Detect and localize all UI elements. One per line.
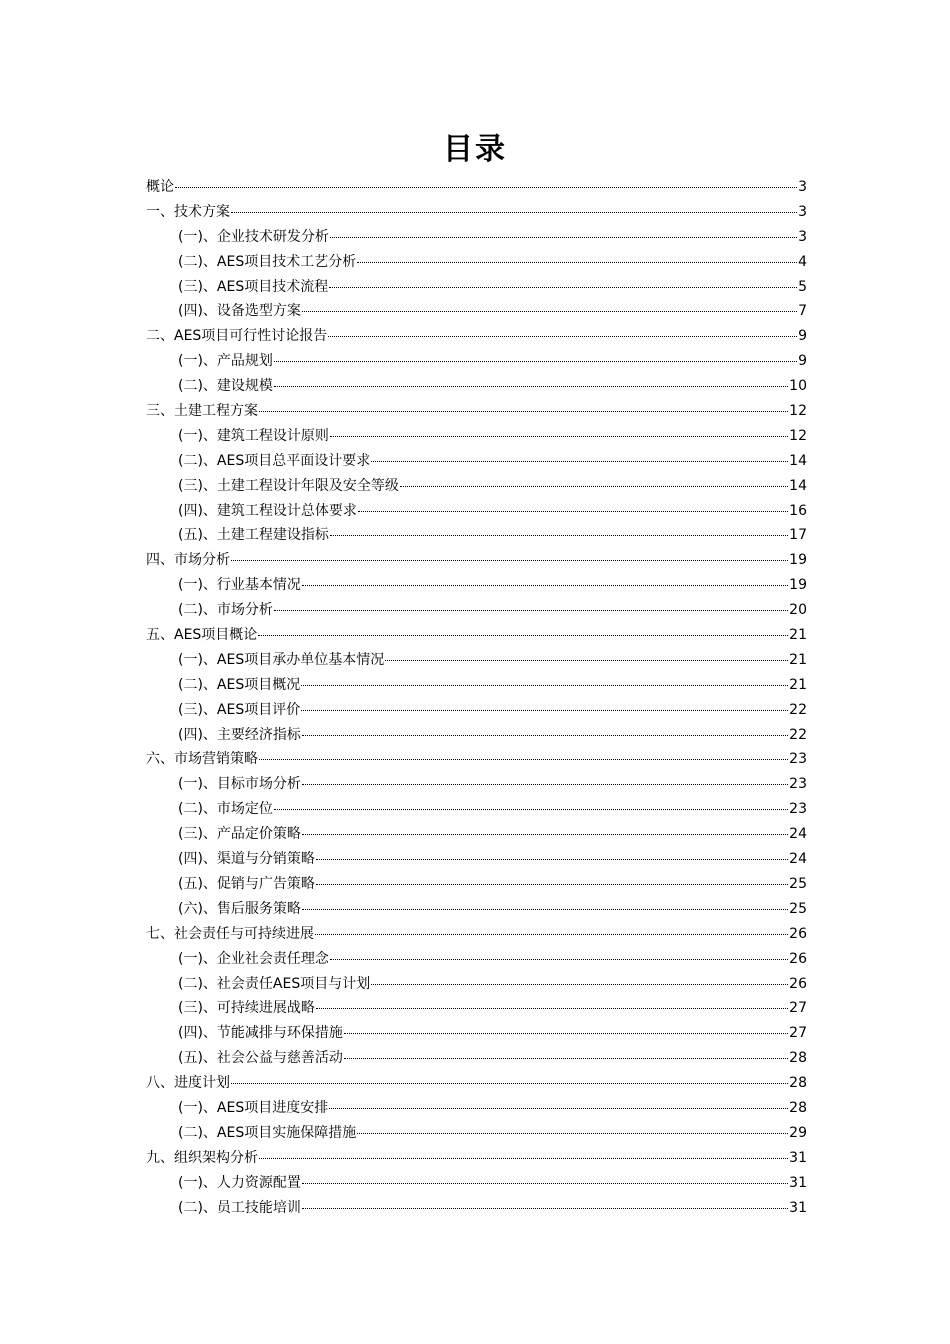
toc-entry-page-number: 26 [789, 950, 807, 967]
toc-entry-page-number: 3 [798, 179, 807, 195]
toc-entry-chapter[interactable] [146, 1146, 807, 1171]
toc-dot-leader [231, 1083, 788, 1084]
toc-entry-section[interactable] [146, 1196, 807, 1221]
toc-entry-section[interactable] [146, 499, 807, 524]
toc-entry-label: (一)、行业基本情况 [178, 577, 301, 594]
toc-dot-leader [302, 585, 788, 586]
toc-entry-page-number: 25 [789, 875, 807, 892]
toc-entry-page-number: 19 [789, 552, 807, 569]
toc-entry-page-number: 14 [789, 477, 807, 494]
toc-entry-page-number: 12 [789, 403, 807, 420]
toc-entry-page-number: 26 [789, 975, 807, 992]
toc-entry-page-number: 31 [789, 1199, 807, 1216]
toc-entry-page-number: 29 [789, 1124, 807, 1141]
toc-entry-label: 四、市场分析 [146, 552, 230, 569]
toc-entry-page-number: 19 [789, 577, 807, 594]
toc-entry-page-number: 21 [789, 651, 807, 668]
toc-entry-label: 八、进度计划 [146, 1075, 230, 1092]
toc-entry-label: (二)、建设规模 [178, 378, 273, 395]
toc-entry-chapter[interactable] [146, 324, 807, 349]
toc-dot-leader [302, 834, 788, 835]
toc-entry-section[interactable] [146, 449, 807, 474]
toc-entry-chapter[interactable] [146, 623, 807, 648]
toc-entry-section[interactable] [146, 847, 807, 872]
toc-entry-label: (三)、AES项目技术流程 [178, 278, 329, 295]
toc-entry-section[interactable] [146, 374, 807, 399]
toc-dot-leader [330, 959, 788, 960]
toc-entry-label: (三)、可持续进展战略 [178, 1000, 315, 1017]
toc-entry-page-number: 12 [789, 427, 807, 444]
toc-dot-leader [400, 486, 788, 487]
toc-dot-leader [315, 934, 788, 935]
toc-entry-label: (三)、产品定价策略 [178, 826, 301, 843]
toc-entry-page-number: 3 [798, 228, 807, 245]
toc-entry-chapter[interactable] [146, 175, 807, 200]
toc-entry-section[interactable] [146, 972, 807, 997]
toc-entry-page-number: 14 [789, 452, 807, 469]
toc-entry-label: (二)、员工技能培训 [178, 1199, 301, 1216]
toc-entry-page-number: 7 [798, 303, 807, 320]
toc-entry-page-number: 17 [789, 527, 807, 544]
toc-entry-label: (一)、企业社会责任理念 [178, 950, 329, 967]
toc-dot-leader [258, 635, 788, 636]
toc-entry-page-number: 9 [798, 328, 807, 345]
toc-dot-leader [274, 610, 788, 611]
toc-entry-page-number: 25 [789, 900, 807, 917]
toc-entry-label: 三、土建工程方案 [146, 403, 258, 420]
toc-entry-chapter[interactable] [146, 548, 807, 573]
toc-entry-section[interactable] [146, 275, 807, 300]
toc-entry-section[interactable] [146, 474, 807, 499]
toc-entry-section[interactable] [146, 1046, 807, 1071]
toc-dot-leader [330, 436, 788, 437]
toc-dot-leader [316, 1008, 788, 1009]
toc-dot-leader [330, 237, 797, 238]
toc-dot-leader [328, 336, 797, 337]
toc-entry-section[interactable] [146, 872, 807, 897]
toc-entry-page-number: 31 [789, 1149, 807, 1166]
toc-entry-page-number: 3 [798, 203, 807, 220]
toc-dot-leader [302, 784, 788, 785]
toc-entry-section[interactable] [146, 1121, 807, 1146]
toc-entry-page-number: 20 [789, 602, 807, 619]
toc-title: 目录 [443, 132, 507, 167]
toc-entry-section[interactable] [146, 947, 807, 972]
toc-entry-label: (三)、AES项目评价 [178, 701, 301, 718]
toc-entry-label: 六、市场营销策略 [146, 751, 258, 768]
toc-dot-leader [259, 759, 788, 760]
toc-dot-leader [274, 386, 788, 387]
toc-entry-page-number: 21 [789, 627, 807, 644]
toc-entry-chapter[interactable] [146, 399, 807, 424]
toc-entry-label: (三)、土建工程设计年限及安全等级 [178, 477, 399, 494]
toc-entry-section[interactable] [146, 573, 807, 598]
toc-entry-page-number: 28 [789, 1099, 807, 1116]
toc-entry-page-number: 10 [789, 378, 807, 395]
toc-entry-page-number: 24 [789, 826, 807, 843]
toc-entry-page-number: 22 [789, 701, 807, 718]
toc-dot-leader [371, 461, 788, 462]
toc-entry-section[interactable] [146, 299, 807, 324]
toc-entry-label: (一)、目标市场分析 [178, 776, 301, 793]
toc-entry-section[interactable] [146, 723, 807, 748]
toc-entry-label: (六)、售后服务策略 [178, 900, 301, 917]
toc-dot-leader [302, 735, 788, 736]
toc-entry-page-number: 5 [798, 278, 807, 295]
toc-dot-leader [231, 560, 788, 561]
toc-entry-label: (一)、人力资源配置 [178, 1174, 301, 1191]
toc-dot-leader [316, 884, 788, 885]
toc-entry-page-number: 23 [789, 801, 807, 818]
toc-entry-page-number: 26 [789, 925, 807, 942]
toc-entry-label: (四)、主要经济指标 [178, 726, 301, 743]
toc-dot-leader [231, 212, 797, 213]
toc-entry-section[interactable] [146, 1171, 807, 1196]
toc-dot-leader [357, 1133, 788, 1134]
toc-dot-leader [259, 411, 788, 412]
toc-entry-section[interactable] [146, 1096, 807, 1121]
toc-entry-label: (五)、促销与广告策略 [178, 875, 315, 892]
toc-entry-label: (四)、节能减排与环保措施 [178, 1025, 343, 1042]
toc-entry-chapter[interactable] [146, 1071, 807, 1096]
toc-dot-leader [302, 311, 797, 312]
toc-entry-label: (一)、AES项目进度安排 [178, 1099, 329, 1116]
toc-entry-page-number: 27 [789, 1000, 807, 1017]
toc-entry-chapter[interactable] [146, 200, 807, 225]
toc-entry-label: (四)、建筑工程设计总体要求 [178, 502, 357, 519]
toc-entry-label: 九、组织架构分析 [146, 1149, 258, 1166]
toc-entry-page-number: 22 [789, 726, 807, 743]
toc-entry-label: (一)、产品规划 [178, 353, 273, 370]
toc-entry-label: (二)、AES项目总平面设计要求 [178, 452, 371, 469]
toc-entry-page-number: 31 [789, 1174, 807, 1191]
toc-entry-label: 概论 [146, 179, 174, 195]
toc-dot-leader [344, 1058, 788, 1059]
toc-entry-section[interactable] [146, 424, 807, 449]
toc-entry-section[interactable] [146, 523, 807, 548]
toc-entry-page-number: 24 [789, 851, 807, 868]
toc-dot-leader [357, 262, 797, 263]
toc-dot-leader [358, 511, 788, 512]
toc-entry-section[interactable] [146, 897, 807, 922]
toc-dot-leader [329, 287, 797, 288]
toc-dot-leader [371, 984, 788, 985]
toc-entry-page-number: 28 [789, 1050, 807, 1067]
toc-entry-label: (五)、社会公益与慈善活动 [178, 1050, 343, 1067]
toc-entry-label: (四)、渠道与分销策略 [178, 851, 315, 868]
toc-entry-label: (二)、市场分析 [178, 602, 273, 619]
toc-dot-leader [175, 187, 797, 188]
toc-entry-section[interactable] [146, 772, 807, 797]
toc-entry-label: (一)、企业技术研发分析 [178, 228, 329, 245]
toc-entry-label: (二)、市场定位 [178, 801, 273, 818]
toc-dot-leader [329, 1108, 788, 1109]
toc-entry-section[interactable] [146, 250, 807, 275]
toc-dot-leader [344, 1033, 788, 1034]
toc-entry-section[interactable] [146, 797, 807, 822]
toc-entry-page-number: 4 [798, 253, 807, 270]
toc-entry-section[interactable] [146, 598, 807, 623]
toc-dot-leader [274, 361, 797, 362]
toc-entry-section[interactable] [146, 996, 807, 1021]
toc-entry-page-number: 21 [789, 676, 807, 693]
toc-entry-section[interactable] [146, 349, 807, 374]
toc-dot-leader [302, 1208, 788, 1209]
toc-entry-section[interactable] [146, 1021, 807, 1046]
toc-entry-label: (二)、AES项目概况 [178, 676, 301, 693]
toc-dot-leader [301, 685, 788, 686]
toc-entry-chapter[interactable] [146, 922, 807, 947]
toc-entry-label: (二)、AES项目实施保障措施 [178, 1124, 357, 1141]
toc-dot-leader [301, 710, 788, 711]
toc-entry-label: 二、AES项目可行性讨论报告 [146, 328, 328, 345]
toc-entry-section[interactable] [146, 698, 807, 723]
toc-entry-label: (一)、AES项目承办单位基本情况 [178, 651, 385, 668]
toc-dot-leader [302, 909, 788, 910]
toc-entry-label: 五、AES项目概论 [146, 627, 258, 644]
toc-entry-label: 一、技术方案 [146, 203, 230, 220]
toc-entry-page-number: 27 [789, 1025, 807, 1042]
toc-entry-page-number: 23 [789, 751, 807, 768]
toc-dot-leader [316, 859, 788, 860]
toc-entry-page-number: 16 [789, 502, 807, 519]
toc-entry-label: (五)、土建工程建设指标 [178, 527, 329, 544]
toc-entry-section[interactable] [146, 673, 807, 698]
toc-entry-section[interactable] [146, 648, 807, 673]
toc-entry-page-number: 23 [789, 776, 807, 793]
toc-entry-label: 七、社会责任与可持续进展 [146, 925, 314, 942]
toc-entry-section[interactable] [146, 822, 807, 847]
toc-dot-leader [330, 535, 788, 536]
toc-entry-page-number: 28 [789, 1075, 807, 1092]
toc-dot-leader [274, 809, 788, 810]
toc-dot-leader [302, 1183, 788, 1184]
toc-entry-label: (一)、建筑工程设计原则 [178, 427, 329, 444]
toc-entry-label: (二)、社会责任AES项目与计划 [178, 975, 371, 992]
toc-entry-page-number: 9 [798, 353, 807, 370]
toc-list [146, 175, 807, 1220]
toc-entry-label: (二)、AES项目技术工艺分析 [178, 253, 357, 270]
toc-dot-leader [259, 1158, 788, 1159]
toc-dot-leader [385, 660, 788, 661]
toc-entry-chapter[interactable] [146, 747, 807, 772]
toc-entry-section[interactable] [146, 225, 807, 250]
toc-entry-label: (四)、设备选型方案 [178, 303, 301, 320]
